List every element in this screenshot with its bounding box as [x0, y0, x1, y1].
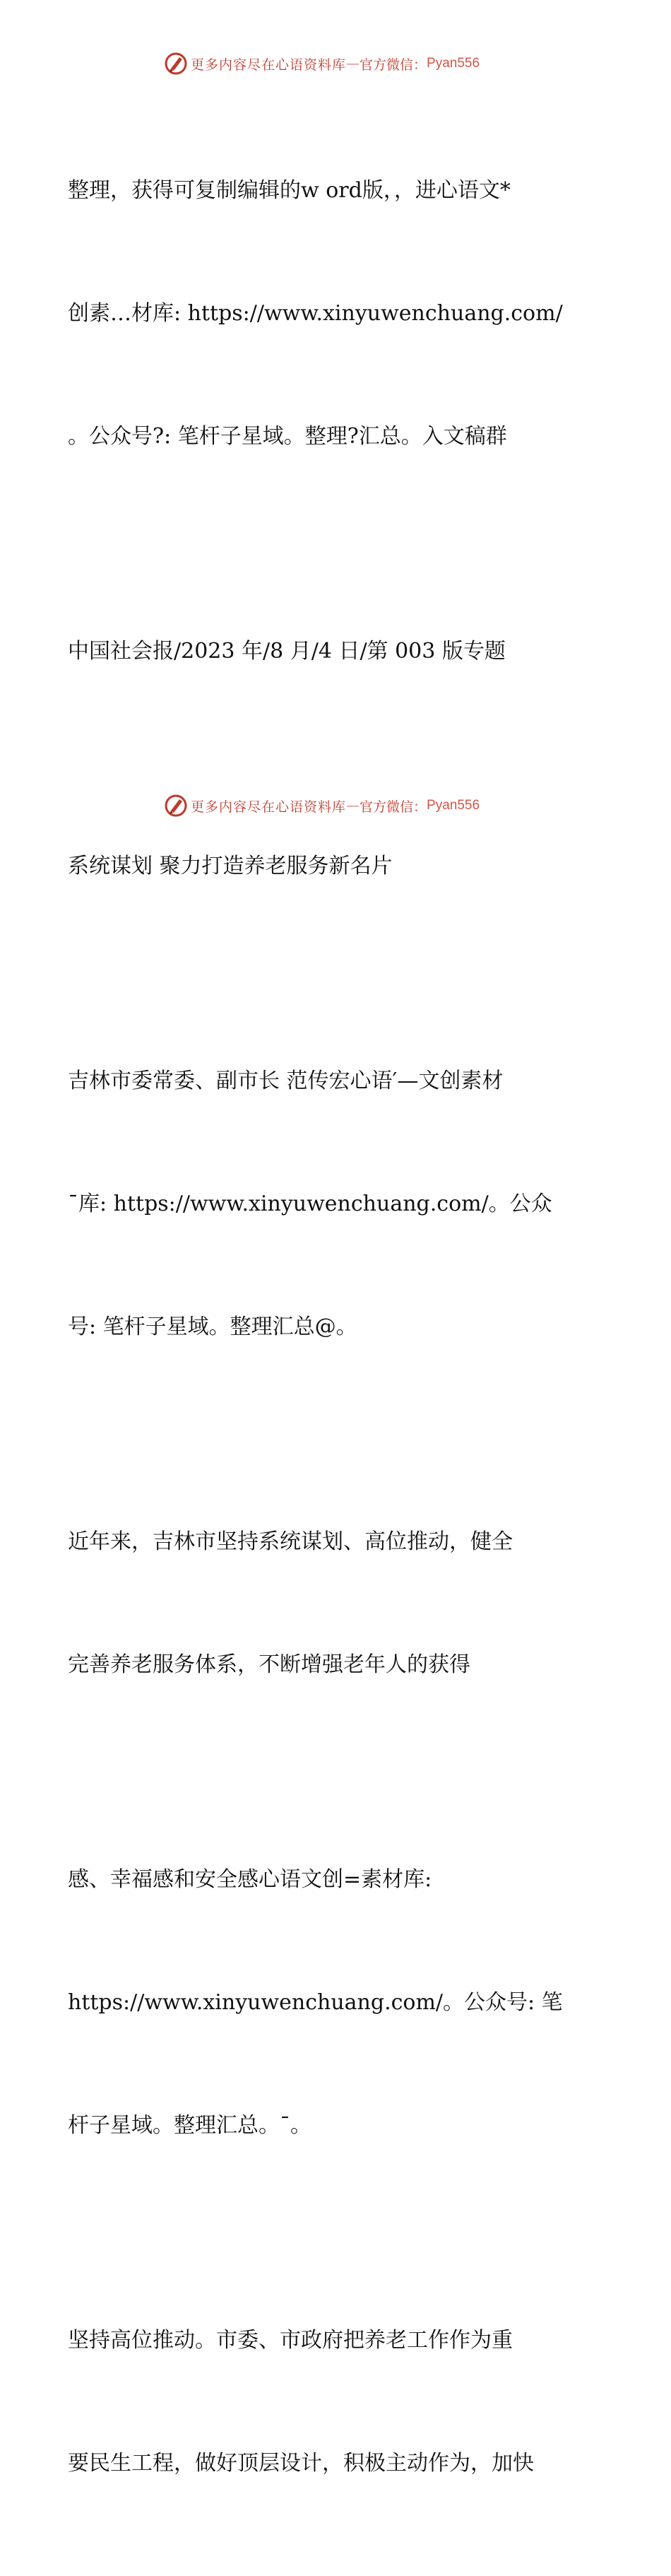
text-line: 号: 笔杆子星域。整理汇总@。 [68, 1315, 357, 1339]
text-line: 坚持高位推动。市委、市政府把养老工作作为重 [68, 2328, 513, 2353]
header-watermark [164, 49, 531, 78]
paragraph-author [68, 979, 605, 1430]
watermark-wechat-id: Pyan556 [427, 798, 480, 813]
pen-seal-logo-icon [164, 52, 188, 76]
watermark-separator: — [346, 798, 360, 813]
text-line: ¯库: https://www.xinyuwenchuang.com/。公众 [68, 1192, 552, 1216]
text-line: 杆子星域。整理汇总。¯。 [68, 2113, 311, 2138]
text-line: 中国社会报/2023 年/8 月/4 日/第 003 版专题 [68, 639, 506, 664]
text-line: https://www.xinyuwenchuang.com/。公众号: 笔 [68, 1990, 563, 2015]
paragraph-intro [68, 88, 605, 539]
text-line: 吉林市委常委、副市长 范传宏心语′—文创素材 [68, 1069, 504, 1093]
watermark-main-text: 更多内容尽在心语资料库 [191, 799, 347, 815]
paragraph-body-1 [68, 1440, 605, 1768]
watermark-main-text: 更多内容尽在心语资料库 [191, 57, 347, 73]
text-line: 创素…材库: https://www.xinyuwenchuang.com/ [68, 301, 563, 326]
watermark-wechat-id: Pyan556 [427, 56, 480, 71]
paragraph-body-3 [68, 2238, 605, 2566]
paragraph-source [68, 549, 605, 754]
paragraph-body-2 [68, 1777, 605, 2228]
pen-seal-logo-icon [164, 794, 188, 818]
document-body [68, 88, 605, 2576]
watermark-wechat-label: 官方微信： [360, 799, 427, 815]
text-line: 系统谋划 聚力打造养老服务新名片 [68, 854, 393, 878]
text-line: 要民生工程，做好顶层设计，积极主动作为，加快 [68, 2451, 534, 2476]
text-line: 整理，获得可复制编辑的w ord版，，进心语文* [68, 178, 511, 203]
text-line: 。公众号?: 笔杆子星域。整理?汇总。入文稿群 [68, 424, 507, 449]
text-line: 感、幸福感和安全感心语文创=素材库: [68, 1867, 432, 1892]
watermark-separator: — [346, 56, 360, 71]
footer-watermark [164, 792, 531, 820]
text-line: 近年来，吉林市坚持系统谋划、高位推动，健全 [68, 1529, 513, 1554]
watermark-wechat-label: 官方微信： [360, 57, 427, 73]
text-line: 完善养老服务体系，不断增强老年人的获得 [68, 1652, 470, 1677]
